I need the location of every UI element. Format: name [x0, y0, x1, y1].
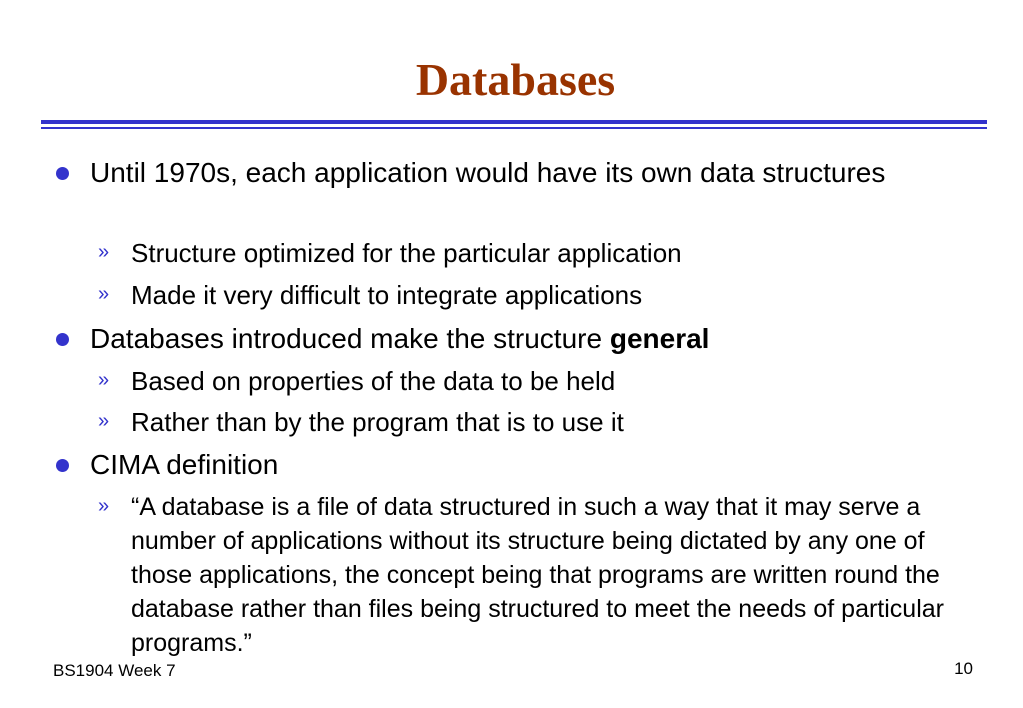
- bullet-dot-icon: [56, 333, 69, 346]
- footer-course-label: BS1904 Week 7: [53, 661, 176, 680]
- sub-bullet-chevron-icon: »: [98, 241, 110, 263]
- cima-definition-quote: “A database is a file of data structured in such a way that it may serve a number of applications without its structure being dictated by any one of those applications, the concept being that programs are written round the database rather than files being structured to meet the needs of particular programs.”: [131, 493, 944, 657]
- bullet-dot-icon: [56, 167, 69, 180]
- bullet-text-emphasis: general: [609, 323, 710, 354]
- bullet-text: CIMA definition: [90, 449, 279, 480]
- sub-bullet-text: Structure optimized for the particular application: [131, 238, 682, 268]
- sub-bullet-chevron-icon: »: [98, 369, 110, 391]
- slide-title: Databases: [415, 54, 616, 105]
- title-divider-thin: [41, 127, 987, 129]
- bullet-text: [90, 320, 970, 357]
- bullet-dot-icon: [56, 459, 69, 472]
- sub-bullet-chevron-icon: »: [98, 410, 110, 432]
- bullet-text-plain: Databases introduced make the structure: [90, 323, 610, 354]
- title-divider-thick: [41, 120, 987, 124]
- sub-bullet-text: Made it very difficult to integrate applications: [131, 280, 643, 310]
- sub-bullet-chevron-icon: »: [98, 283, 110, 305]
- bullet-text: Until 1970s, each application would have its own data structures: [90, 157, 886, 188]
- sub-bullet-text: Based on properties of the data to be held: [131, 366, 616, 396]
- page-number: 10: [954, 659, 973, 678]
- sub-bullet-chevron-icon: »: [98, 495, 110, 517]
- sub-bullet-text: Rather than by the program that is to use it: [131, 407, 624, 437]
